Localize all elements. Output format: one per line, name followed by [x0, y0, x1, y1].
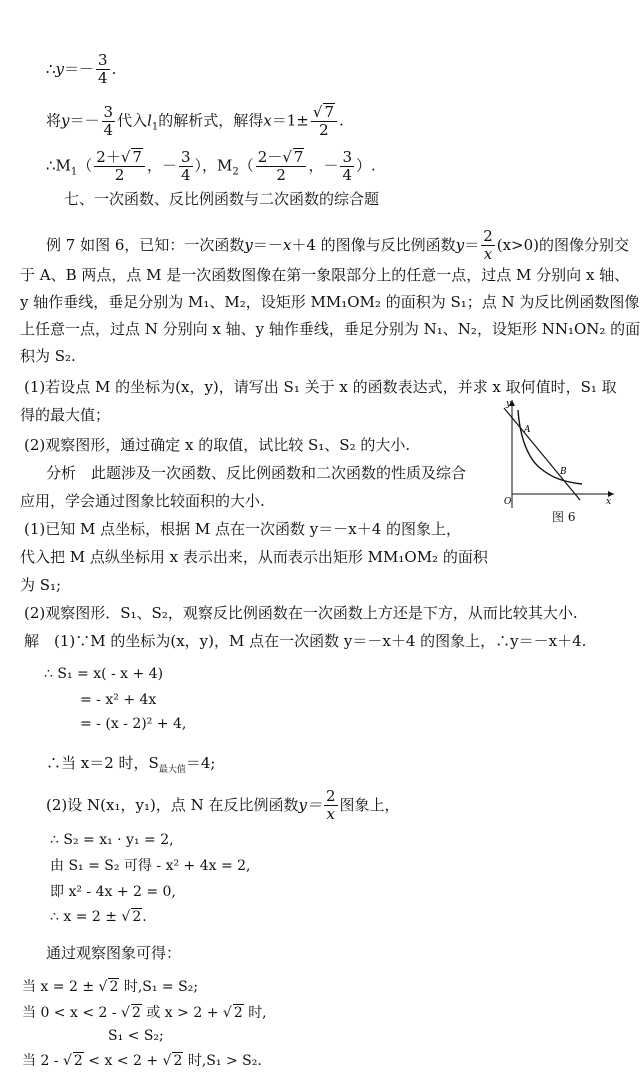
math-s1-line3: = - (x - 2)² + 4,: [80, 716, 187, 732]
linear-function-line: [504, 408, 580, 500]
question-1b: 得的最大值；: [20, 406, 111, 424]
math-s1-line2: = - x² + 4x: [80, 692, 157, 708]
problem-text-4: 积为 S₂.: [20, 347, 76, 365]
fraction-2-plus-sqrt7: $\frac{2+√ 7}{2}$: [94, 148, 145, 185]
case-equal: 当 x = 2 ± √ 2 时,S₁ = S₂;: [22, 979, 199, 995]
math-root: ∴ x = 2 ± √ 2.: [50, 909, 147, 925]
math-quadratic: 即 x² - 4x + 2 = 0,: [50, 884, 176, 900]
case-less-result: S₁ < S₂;: [108, 1028, 164, 1044]
math-s1-line1: ∴ S₁ = x( - x + 4): [44, 666, 164, 682]
math-s2: ∴ S₂ = x₁ · y₁ = 2,: [50, 832, 174, 848]
analysis-1: 分析 此题涉及一次函数、反比例函数和二次函数的性质及综合: [46, 464, 467, 482]
fraction-3-4-d: $\frac{3}{4}$: [342, 147, 353, 184]
analysis-3: (1)已知 M 点坐标，根据 M 点在一次函数 y＝－x＋4 的图象上，: [24, 520, 462, 538]
solution-1: 解 (1)∵M 的坐标为(x，y)，M 点在一次函数 y＝－x＋4 的图象上，∴y＝－x＋4.: [24, 632, 587, 650]
point-a-label: A: [524, 425, 531, 435]
figure-caption: 图 6: [552, 510, 576, 524]
question-2: (2)观察图形，通过确定 x 的取值，试比较 S₁、S₂ 的大小.: [24, 436, 411, 454]
fraction-2-x-b: $\frac{2}{x}$: [325, 787, 336, 824]
y-axis-label: y: [506, 399, 512, 409]
case-less: 当 0 < x < 2 - √ 2 或 x > 2 + √ 2 时,: [22, 1005, 267, 1021]
problem-text-3: 上任意一点，过点 N 分别向 x 轴、y 轴作垂线，垂足分别为 N₁、N₂，设矩形 NN₁ON₂ 的面: [20, 320, 640, 338]
case-greater: 当 2 - √ 2 < x < 2 + √ 2 时,S₁ > S₂.: [22, 1053, 262, 1069]
fraction-2-minus-sqrt7: $\frac{2-√ 7}{2}$: [256, 148, 307, 185]
x-axis-label: x: [606, 497, 612, 507]
analysis-4: 代入把 M 点纵坐标用 x 表示出来，从而表示出矩形 MM₁OM₂ 的面积: [20, 548, 488, 566]
fraction-2-x: $\frac{2}{x}$: [483, 227, 493, 264]
line-points-m: $\therefore M_1$（ $\frac{2+√ 7}{2}$ ，－ $\frac{3}{4}$ ），$M_2$（ $\frac{2-√ 7}{2}$ ，－ $\frac{3}{4}$ ）.: [46, 147, 376, 185]
line-substitute: 将y＝－ $\frac{3}{4}$ 代入$l_1$的解析式，解得x＝1± $\frac{√ 7}{2}$ .: [46, 102, 344, 140]
line-y-value: ∴y＝－ $\frac{3}{4}$ .: [46, 51, 117, 88]
question-1a: (1)若设点 M 的坐标为(x，y)，请写出 S₁ 关于 x 的函数表达式，并求 x 取何值时，S₁ 取: [24, 378, 617, 396]
max-value-line: ∴当 x＝2 时，$S_{最大值}=4$;: [46, 754, 216, 775]
analysis-6: (2)观察图形．S₁、S₂，观察反比例函数在一次函数上方还是下方，从而比较其大小.: [24, 604, 578, 622]
analysis-2: 应用，学会通过图象比较面积的大小.: [20, 492, 265, 510]
problem-text-2: y 轴作垂线，垂足分别为 M₁、M₂，设矩形 MM₁OM₂ 的面积为 S₁；点 N 为反比例函数图像: [20, 293, 640, 311]
fraction-3-4: $\frac{3}{4}$: [98, 51, 108, 88]
fraction-sqrt7-2: $\frac{√ 7}{2}$: [311, 103, 337, 140]
point-b-label: B: [560, 467, 567, 477]
inverse-function-curve: [518, 410, 582, 484]
figure-6: [498, 398, 618, 518]
problem-text-1: 于 A、B 两点，点 M 是一次函数图像在第一象限部分上的任意一点，过点 M 分别向 x 轴、: [20, 266, 630, 284]
fraction-3-4-c: $\frac{3}{4}$: [180, 147, 191, 184]
example-7-line: 例 7 如图 6，已知：一次函数y＝－x＋4 的图像与反比例函数y＝ $\frac{2}{x}$ (x>0)的图像分别交: [46, 227, 630, 264]
fraction-3-4-b: $\frac{3}{4}$: [103, 102, 114, 139]
observation: 通过观察图象可得：: [46, 944, 182, 962]
section-title: 七、一次函数、反比例函数与二次函数的综合题: [64, 190, 380, 208]
part2-setup: (2)设 N(x₁，y₁)，点 N 在反比例函数y＝ $\frac{2}{x}$ 图象上，: [46, 787, 400, 824]
therefore-symbol: ∴: [46, 59, 56, 78]
origin-label: O: [504, 497, 512, 507]
math-equal: 由 S₁ = S₂ 可得 - x² + 4x = 2,: [50, 858, 251, 874]
analysis-5: 为 S₁;: [20, 576, 62, 594]
